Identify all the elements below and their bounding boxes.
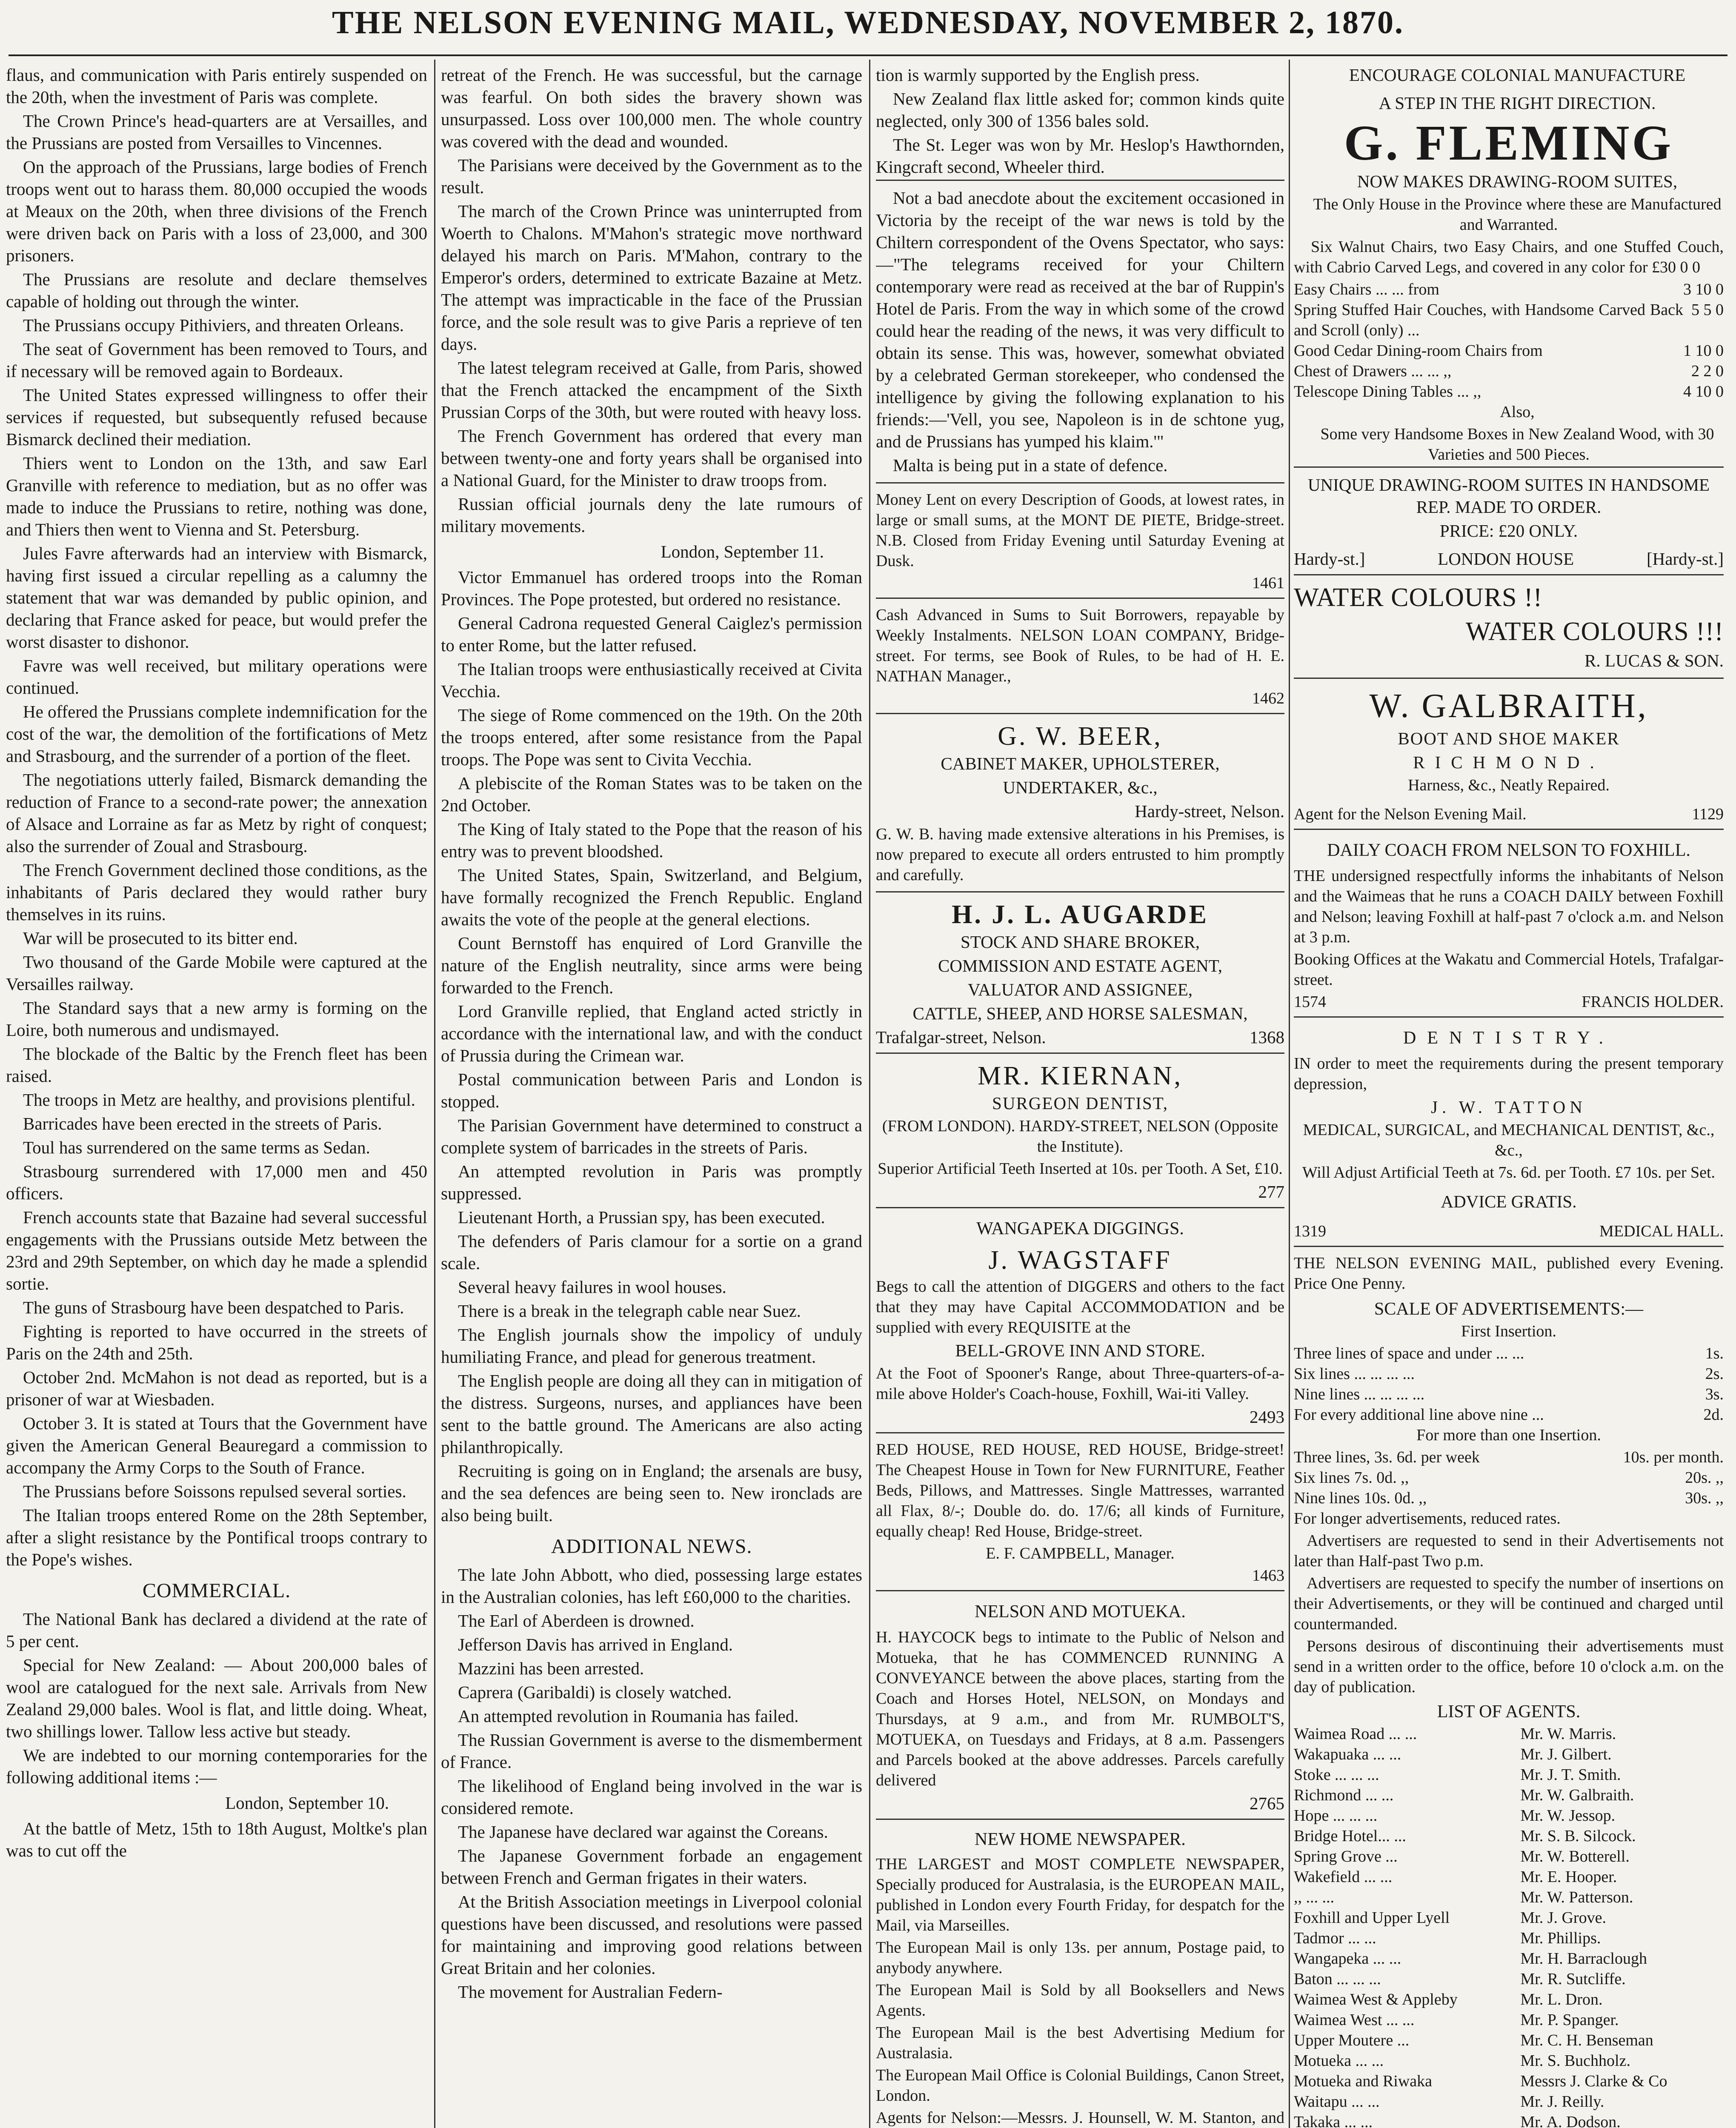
rate-item: Three lines of space and under ... ... xyxy=(1294,1344,1524,1362)
news-paragraph: The King of Italy stated to the Pope that the reason of his entry was to prevent bloodshed. xyxy=(441,819,862,861)
agent-place: Waimea West & Appleby xyxy=(1294,1991,1458,2008)
advert-line: First Insertion. xyxy=(1461,1322,1556,1340)
advert-line: ADVICE GRATIS. xyxy=(1441,1192,1577,1211)
news-paragraph: Recruiting is going on in England; the arsenals are busy, and the sea defences are being seen to. New ironclads are also being built. xyxy=(441,1461,862,1525)
news-paragraph: On the approach of the Prussians, large bodies of French troops went out to harass them. 80,000 occupied the woods at Meaux on the 20th, when three divisions of the French were driven back on Paris with a loss of 23,000, and 300 prisoners. xyxy=(6,157,427,265)
section-heading-additional-news: ADDITIONAL NEWS. xyxy=(551,1535,752,1558)
news-paragraph: Barricades have been erected in the streets of Paris. xyxy=(23,1114,382,1133)
news-paragraph: We are indebted to our morning contemporaries for the following additional items :— xyxy=(6,1745,427,1787)
rate-row xyxy=(1294,1467,1724,1488)
advert-line: Harness, &c., Neatly Repaired. xyxy=(1408,776,1610,794)
agent-place: ,, ... ... xyxy=(1294,1888,1334,1906)
rate-value: 10s. per month. xyxy=(1623,1448,1724,1466)
advert-title: G. FLEMING xyxy=(1344,115,1674,171)
advert-line: At the Foot of Spooner's Range, about Three-quarters-of-a-mile above Holder's Coach-house, Foxhill, Wai-iti Valley. xyxy=(876,1364,1284,1403)
advert-galbraith xyxy=(1294,678,1724,829)
advert-line: Begs to call the attention of DIGGERS and others to the fact that they may have Capital ACCOMMODATION and be supplied with every REQUISITE at the xyxy=(876,1278,1284,1336)
advert-line: THE undersigned respectfully informs the inhabitants of Nelson and the Waimeas that he runs a COACH DAILY between Foxhill and Nelson; leaving Foxhill at half-past 7 o'clock a.m. and Nelson at 3 p.m. xyxy=(1294,867,1724,946)
agent-row xyxy=(1294,1908,1724,1928)
advert-line: Superior Artificial Teeth Inserted at 10s. per Tooth. A Set, £10. xyxy=(878,1160,1283,1178)
rate-row xyxy=(1294,1404,1724,1425)
advert-line: WATER COLOURS !! xyxy=(1294,583,1543,612)
masthead: THE NELSON EVENING MAIL, WEDNESDAY, NOVEMBER 2, 1870. xyxy=(332,5,1404,40)
rate-table xyxy=(1294,1343,1724,1425)
advert-line: IN order to meet the requirements during the present temporary depression, xyxy=(1294,1055,1724,1093)
agent-row xyxy=(1294,1785,1724,1805)
advert-number: 1461 xyxy=(1252,574,1284,592)
section-heading-commercial: COMMERCIAL. xyxy=(142,1579,291,1602)
rate-row xyxy=(1294,1364,1724,1384)
advert-line: SURGEON DENTIST, xyxy=(992,1093,1168,1113)
news-paragraph: The French Government has ordered that every man between twenty-one and forty years shall be organised into a National Guard, for the Minister to draw troops from. xyxy=(441,426,862,490)
column-4 xyxy=(1294,64,1724,2128)
advert-line: A STEP IN THE RIGHT DIRECTION. xyxy=(1379,93,1656,113)
rate-row xyxy=(1294,1384,1724,1404)
advert-line: Persons desirous of discontinuing their advertisements must send in a written order to the office, before 10 o'clock a.m. on the day of publication. xyxy=(1294,1637,1724,1696)
agent-row xyxy=(1294,1989,1724,2010)
advert-tatton xyxy=(1294,1016,1724,1246)
advert-text: Money Lent on every Description of Goods, at lowest rates, in large or small sums, at the MONT DE PIETE, Bridge-street. N.B. Closed from Friday Evening until Saturday Evening at Dusk. xyxy=(876,491,1284,570)
rate-value: 2s. xyxy=(1705,1365,1724,1383)
price-value: 2 2 0 xyxy=(1691,362,1724,380)
news-paragraph: October 3. It is stated at Tours that the Government have given the American General Beauregard a commission to accompany the Army Corps to the South of France. xyxy=(6,1413,427,1477)
advert-text: RED HOUSE, RED HOUSE, RED HOUSE, Bridge-street! The Cheapest House in Town for New FURNITURE, Feather Beds, Pillows, and Mattresses. Single Mattresses, warranted all Flax, 8/-; Double do. do. 17/6; all kinds of Furniture, equally cheap! Red House, Bridge-street. xyxy=(876,1441,1284,1540)
agent-name: Mr. J. Reilly. xyxy=(1520,2093,1604,2111)
advert-line: The European Mail is only 13s. per annum, Postage paid, to anybody anywhere. xyxy=(876,1939,1284,1977)
advert-line: Trafalgar-street, Nelson. xyxy=(876,1027,1046,1047)
agent-name: Mr. C. H. Benseman xyxy=(1520,2031,1653,2049)
agent-name: Mr. R. Sutcliffe. xyxy=(1520,1970,1626,1988)
price-value: 5 5 0 xyxy=(1691,301,1724,319)
advert-text: H. HAYCOCK begs to intimate to the Public of Nelson and Motueka, that he has COMMENCED RUNNING A CONVEYANCE between the above places, starting from the Coach and Horses Hotel, NELSON, on Mondays and Thursdays, at 9 a.m., and from Mr. RUMBOLT'S, MOTUEKA, on Tuesdays and Fridays, at 8 a.m. Passengers and Parcels booked at the above addresses. Parcels carefully delivered xyxy=(876,1628,1284,1789)
agent-place: Richmond ... ... xyxy=(1294,1786,1394,1804)
news-paragraph: The Japanese Government forbade an engagement between French and German frigates in their waters. xyxy=(441,1846,862,1888)
agent-place: Spring Grove ... xyxy=(1294,1848,1398,1865)
advert-heading: NEW HOME NEWSPAPER. xyxy=(975,1830,1186,1849)
advert-line: ENCOURAGE COLONIAL MANUFACTURE xyxy=(1349,65,1686,85)
advert-line: Agents for Nelson:—Messrs. J. Hounsell, W. M. Stanton, and xyxy=(876,2109,1284,2127)
agent-place: Tadmor ... ... xyxy=(1294,1929,1376,1947)
advert-line: Advertisers are requested to send in their Advertisements not later than Half-past Two p.m. xyxy=(1294,1532,1724,1570)
advert-line: MEDICAL, SURGICAL, and MECHANICAL DENTIST, &c., &c., xyxy=(1303,1121,1715,1159)
advert-kiernan xyxy=(876,1053,1284,1207)
news-paragraph: War will be prosecuted to its bitter end. xyxy=(23,928,298,948)
news-paragraph: Mazzini has been arrested. xyxy=(458,1659,644,1678)
advert-money-lent xyxy=(876,482,1284,598)
advert-wagstaff xyxy=(876,1207,1284,1432)
news-paragraph: The movement for Australian Federn- xyxy=(458,1982,723,2002)
advert-heading: DENTISTRY. xyxy=(1403,1028,1615,1048)
agent-row xyxy=(1294,1969,1724,1989)
news-paragraph: Special for New Zealand: — About 200,000 bales of wool are catalogued for the next sale. Arrivals from New Zealand 29,000 bales. Wool is flat, and little doing. Wheat, two shillings lower. Tallow less active but steady. xyxy=(6,1655,427,1741)
news-paragraph: The troops in Metz are healthy, and provisions plentiful. xyxy=(23,1090,415,1110)
advert-title: J. W. TATTON xyxy=(1431,1097,1587,1117)
agent-place: Waitapu ... ... xyxy=(1294,2093,1380,2111)
advert-text: Cash Advanced in Sums to Suit Borrowers, repayable by Weekly Instalments. NELSON LOAN COMPANY, Bridge-street. For terms, see Book of Rules, to be had of H. E. NATHAN Manager., xyxy=(876,606,1284,685)
agent-place: Waimea West ... ... xyxy=(1294,2011,1415,2029)
advert-line: [Hardy-st.] xyxy=(1646,549,1724,569)
column-divider xyxy=(1289,60,1290,2128)
agent-row xyxy=(1294,1805,1724,1826)
advert-line: NOW MAKES DRAWING-ROOM SUITES, xyxy=(1357,172,1678,191)
news-paragraph: The United States expressed willingness to offer their services if requested, but subsequently refused because Bismarck declined their mediation. xyxy=(6,385,427,449)
agent-name: Mr. W. Patterson. xyxy=(1520,1888,1633,1906)
advert-signature: E. F. CAMPBELL, Manager. xyxy=(986,1545,1175,1562)
advert-cash-advanced xyxy=(876,598,1284,713)
price-item: Telescope Dining Tables ... ,, xyxy=(1294,383,1481,400)
advert-number: 1368 xyxy=(1250,1027,1284,1047)
column-divider xyxy=(434,60,435,2128)
news-paragraph: The Earl of Aberdeen is drowned. xyxy=(458,1611,695,1630)
agent-name: Mr. S. Buchholz. xyxy=(1520,2052,1630,2070)
news-paragraph: Postal communication between Paris and London is stopped. xyxy=(441,1070,862,1111)
news-paragraph: An attempted revolution in Roumania has failed. xyxy=(458,1706,799,1726)
advert-line: Six Walnut Chairs, two Easy Chairs, and one Stuffed Couch, with Cabrio Carved Legs, and covered in any color for £30 0 0 xyxy=(1294,238,1724,276)
advert-title: H. J. L. AUGARDE xyxy=(952,900,1209,929)
advert-number: 2493 xyxy=(1250,1407,1284,1427)
agent-place: Motueka ... ... xyxy=(1294,2052,1384,2070)
news-paragraph: There is a break in the telegraph cable near Suez. xyxy=(458,1301,801,1321)
price-row xyxy=(1294,361,1724,381)
agent-place: Takaka ... ... xyxy=(1294,2113,1373,2128)
news-paragraph: The St. Leger was won by Mr. Heslop's Hawthornden, Kingcraft second, Wheeler third. xyxy=(876,135,1284,177)
advert-heading: NELSON AND MOTUEKA. xyxy=(975,1602,1186,1622)
news-paragraph: Two thousand of the Garde Mobile were captured at the Versailles railway. xyxy=(6,952,427,994)
price-row xyxy=(1294,279,1724,300)
news-paragraph: The guns of Strasbourg have been despatched to Paris. xyxy=(23,1298,404,1317)
agents-heading: LIST OF AGENTS. xyxy=(1437,1702,1581,1722)
advert-scale xyxy=(1294,1246,1724,2128)
advert-number: 1462 xyxy=(1252,689,1284,707)
advert-line: Agent for the Nelson Evening Mail. xyxy=(1294,805,1527,823)
advert-heading: DAILY COACH FROM NELSON TO FOXHILL. xyxy=(1327,841,1690,860)
news-paragraph: Several heavy failures in wool houses. xyxy=(458,1277,726,1297)
advert-line: LONDON HOUSE xyxy=(1438,549,1574,569)
news-paragraph: He offered the Prussians complete indemnification for the cost of the war, the demolition of the fortifications of Metz and Strasbourg, and the surrender of a portion of the fleet. xyxy=(6,702,427,766)
advert-unique-suites xyxy=(1294,466,1724,574)
news-paragraph: The Standard says that a new army is forming on the Loire, both numerous and undismayed. xyxy=(6,998,427,1040)
agent-row xyxy=(1294,1744,1724,1765)
rate-value: 1s. xyxy=(1705,1344,1724,1362)
advert-title: MR. KIERNAN, xyxy=(978,1061,1183,1090)
advert-line: Hardy-st.] xyxy=(1294,549,1365,569)
advert-lucas xyxy=(1294,574,1724,678)
news-paragraph: Malta is being put in a state of defence. xyxy=(893,455,1168,475)
advert-foxhill-coach xyxy=(1294,829,1724,1016)
price-item: Easy Chairs ... ... from xyxy=(1294,280,1439,298)
agent-place: Baton ... ... ... xyxy=(1294,1970,1381,1988)
advert-fleming xyxy=(1294,64,1724,465)
rate-item: For every additional line above nine ... xyxy=(1294,1406,1544,1424)
news-paragraph: The Russian Government is averse to the dismemberment of France. xyxy=(441,1730,862,1772)
news-paragraph: An attempted revolution in Paris was promptly suppressed. xyxy=(441,1161,862,1203)
news-paragraph: October 2nd. McMahon is not dead as reported, but is a prisoner of war at Wiesbaden. xyxy=(6,1367,427,1409)
advert-line: WATER COLOURS !!! xyxy=(1466,617,1724,646)
agent-name: Mr. A. Dodson. xyxy=(1520,2113,1621,2128)
advert-line: RICHMOND. xyxy=(1413,752,1604,772)
news-paragraph: Jules Favre afterwards had an interview with Bismarck, having first issued a circular repelling as a calumny the statement that war was demanded by public opinion, and declaring that France asked for peace, but would prefer the worst disaster to dishonor. xyxy=(6,543,427,652)
advert-heading: WANGAPEKA DIGGINGS. xyxy=(976,1219,1184,1238)
advert-haycock xyxy=(876,1590,1284,1819)
advert-title: G. W. BEER, xyxy=(998,722,1163,751)
advert-title: J. WAGSTAFF xyxy=(988,1246,1172,1275)
advert-title: W. GALBRAITH, xyxy=(1369,687,1648,725)
price-value: 1 10 0 xyxy=(1683,342,1724,360)
news-paragraph: The Italian troops entered Rome on the 28th September, after a slight resistance by the Pontifical troops contrary to the Pope's wishes. xyxy=(6,1505,427,1569)
rate-item: Six lines ... ... ... ... xyxy=(1294,1365,1415,1383)
news-paragraph: The Japanese have declared war against the Coreans. xyxy=(458,1822,828,1842)
news-paragraph: The Prussians before Soissons repulsed several sorties. xyxy=(23,1482,406,1501)
news-paragraph: flaus, and communication with Paris entirely suspended on the 20th, when the investment of Paris was complete. xyxy=(6,65,427,107)
advert-line: UNDERTAKER, &c., xyxy=(1003,778,1158,797)
price-row xyxy=(1294,381,1724,402)
price-list xyxy=(1294,279,1724,402)
agent-name: Mr. E. Hooper. xyxy=(1520,1868,1617,1886)
agent-place: Upper Moutere ... xyxy=(1294,2031,1410,2049)
advert-european-mail xyxy=(876,1819,1284,2128)
rate-row xyxy=(1294,1488,1724,1508)
news-paragraph: The Italian troops were enthusiastically received at Civita Vecchia. xyxy=(441,659,862,701)
agent-place: Wakefield ... ... xyxy=(1294,1868,1393,1886)
column-3 xyxy=(876,64,1284,2128)
rate-value: 2d. xyxy=(1703,1406,1724,1424)
agent-row xyxy=(1294,2010,1724,2030)
advert-line: CABINET MAKER, UPHOLSTERER, xyxy=(941,754,1220,773)
agent-place: Stoke ... ... ... xyxy=(1294,1766,1379,1784)
agent-place: Bridge Hotel... ... xyxy=(1294,1827,1406,1845)
price-item: Chest of Drawers ... ... ,, xyxy=(1294,362,1452,380)
rate-item: Nine lines 10s. 0d. ,, xyxy=(1294,1489,1427,1507)
agent-row xyxy=(1294,2112,1724,2128)
agent-name: Mr. Phillips. xyxy=(1520,1929,1601,1947)
news-paragraph: The latest telegram received at Galle, from Paris, showed that the French attacked the encampment of the Sixth Prussian Corps of the 30th, but were routed with heavy loss. xyxy=(441,358,862,422)
agent-row xyxy=(1294,1765,1724,1785)
advert-line: BELL-GROVE INN AND STORE. xyxy=(955,1341,1205,1360)
rate-table-multi xyxy=(1294,1447,1724,1508)
advert-number: 2765 xyxy=(1250,1793,1284,1813)
advert-line: Booking Offices at the Wakatu and Commercial Hotels, Trafalgar-street. xyxy=(1294,950,1724,989)
price-row xyxy=(1294,340,1724,361)
agent-place: Hope ... ... ... xyxy=(1294,1807,1378,1825)
agent-row xyxy=(1294,1826,1724,1846)
agent-row xyxy=(1294,2071,1724,2091)
agent-place: Motueka and Riwaka xyxy=(1294,2072,1433,2090)
anecdote-block xyxy=(876,180,1284,482)
advert-line: CATTLE, SHEEP, AND HORSE SALESMAN, xyxy=(912,1004,1248,1023)
news-paragraph: Caprera (Garibaldi) is closely watched. xyxy=(458,1682,732,1702)
advert-line: Some very Handsome Boxes in New Zealand Wood, with 30 Varieties and 500 Pieces. xyxy=(1320,425,1714,463)
advert-line: PRICE: £20 ONLY. xyxy=(1439,521,1578,541)
advert-number: 1129 xyxy=(1692,805,1724,823)
advert-line: THE LARGEST and MOST COMPLETE NEWSPAPER, Specially produced for Australasia, is the EUROPEAN MAIL, published in London every Fourth Friday, for despatch for the Mail, via Marseilles. xyxy=(876,1855,1284,1934)
advert-beer xyxy=(876,713,1284,891)
rate-value: 30s. ,, xyxy=(1685,1489,1724,1507)
rate-row xyxy=(1294,1447,1724,1467)
agents-table xyxy=(1294,1724,1724,2128)
column-1 xyxy=(6,64,427,2128)
agent-name: Mr. J. Grove. xyxy=(1520,1909,1606,1927)
agent-row xyxy=(1294,1948,1724,1969)
agent-row xyxy=(1294,1887,1724,1908)
news-paragraph: The English journals show the impolicy of unduly humiliating France, and plead for generous treatment. xyxy=(441,1325,862,1367)
advert-line: Advertisers are requested to specify the number of insertions on their Advertisements, or they will be continued and charged until countermanded. xyxy=(1294,1574,1724,1633)
news-paragraph: The Crown Prince's head-quarters are at Versailles, and the Prussians are posted from Versailles to Vincennes. xyxy=(6,111,427,153)
news-paragraph: Victor Emmanuel has ordered troops into the Roman Provinces. The Pope protested, but ordered no resistance. xyxy=(441,567,862,609)
news-paragraph: Strasbourg surrendered with 17,000 men and 450 officers. xyxy=(6,1161,427,1203)
news-paragraph: The Parisians were deceived by the Government as to the result. xyxy=(441,155,862,197)
agent-name: Mr. W. Jessop. xyxy=(1520,1807,1616,1825)
advert-number: 1319 xyxy=(1294,1222,1326,1240)
agent-name: Mr. J. Gilbert. xyxy=(1520,1745,1612,1763)
price-value: 3 10 0 xyxy=(1683,280,1724,298)
news-paragraph: The negotiations utterly failed, Bismarck demanding the reduction of France to a second-rate power; the annexation of Alsace and Lorraine as far as Metz by right of conquest; also the surrender of Zoual and Strasbourg. xyxy=(6,770,427,856)
agent-row xyxy=(1294,1724,1724,1744)
news-paragraph: The United States, Spain, Switzerland, and Belgium, have formally recognized the French Republic. England awaits the vote of the people at the general elections. xyxy=(441,865,862,929)
advert-line: R. LUCAS & SON. xyxy=(1584,651,1724,670)
price-row xyxy=(1294,300,1724,340)
agent-name: Mr. W. Botterell. xyxy=(1520,1848,1630,1865)
rate-item: Three lines, 3s. 6d. per week xyxy=(1294,1448,1480,1466)
advert-line: Also, xyxy=(1500,403,1535,421)
column-divider xyxy=(869,60,870,2128)
advert-number: 277 xyxy=(1258,1182,1284,1201)
advert-heading: SCALE OF ADVERTISEMENTS:— xyxy=(1374,1299,1644,1319)
column-2 xyxy=(441,64,862,2128)
news-paragraph: Count Bernstoff has enquired of Lord Granville the nature of the English neutrality, since arms were being forwarded to the French. xyxy=(441,933,862,997)
news-paragraph: Favre was well received, but military operations were continued. xyxy=(6,656,427,698)
rate-item: Six lines 7s. 0d. ,, xyxy=(1294,1469,1409,1487)
news-paragraph: The Parisian Government have determined to construct a complete system of barricades in the streets of Paris. xyxy=(441,1115,862,1157)
agent-name: Mr. L. Dron. xyxy=(1520,1991,1603,2008)
news-paragraph: The English people are doing all they can in mitigation of the distress. Surgeons, nurses, and appliances have been sent to the battle ground. The Americans are also acting philanthropically. xyxy=(441,1371,862,1457)
dateline: London, September 11. xyxy=(661,542,824,561)
price-item: Good Cedar Dining-room Chairs from xyxy=(1294,342,1543,360)
rate-value: 3s. xyxy=(1705,1385,1724,1403)
news-paragraph: Lord Granville replied, that England acted strictly in accordance with the international law, and with the conduct of Prussia during the Crimean war. xyxy=(441,1001,862,1065)
news-paragraph: tion is warmly supported by the English press. xyxy=(876,65,1200,85)
news-paragraph: retreat of the French. He was successful, but the carnage was fearful. On both sides the bravery shown was unsurpassed. Loss over 100,000 men. The whole country was covered with the dead and wounded. xyxy=(441,65,862,151)
advert-line: G. W. B. having made extensive alterations in his Premises, is now prepared to execute all orders entrusted to him promptly and carefully. xyxy=(876,825,1284,884)
advert-line: UNIQUE DRAWING-ROOM SUITES IN HANDSOME REP. MADE TO ORDER. xyxy=(1307,475,1710,517)
advert-signature: MEDICAL HALL. xyxy=(1599,1222,1724,1240)
advert-line: For more than one Insertion. xyxy=(1416,1426,1601,1444)
price-item: Spring Stuffed Hair Couches, with Handsome Carved Back and Scroll (only) ... xyxy=(1294,301,1683,339)
news-paragraph: The blockade of the Baltic by the French fleet has been raised. xyxy=(6,1044,427,1086)
news-paragraph: The Prussians are resolute and declare themselves capable of holding out through the winter. xyxy=(6,269,427,311)
agent-row xyxy=(1294,2091,1724,2112)
news-paragraph: The French Government declined those conditions, as the inhabitants of Paris declared they would rather bury themselves in its ruins. xyxy=(6,860,427,924)
news-paragraph: At the British Association meetings in Liverpool colonial questions have been discussed, and resolutions were passed for maintaining and improving good relations between Great Britain and her colonies. xyxy=(441,1892,862,1978)
news-paragraph: General Cadrona requested General Caiglez's permission to enter Rome, but the latter refused. xyxy=(441,613,862,655)
news-paragraph: At the battle of Metz, 15th to 18th August, Moltke's plan was to cut off the xyxy=(6,1819,427,1860)
agent-name: Mr. S. B. Silcock. xyxy=(1520,1827,1636,1845)
advert-number: 1574 xyxy=(1294,993,1326,1011)
news-paragraph: The defenders of Paris clamour for a sortie on a grand scale. xyxy=(441,1231,862,1273)
masthead-rule xyxy=(9,54,1727,56)
agent-place: Wakapuaka ... ... xyxy=(1294,1745,1401,1763)
advert-line: The European Mail Office is Colonial Buildings, Canon Street, London. xyxy=(876,2066,1284,2105)
advert-line: The European Mail is Sold by all Booksellers and News Agents. xyxy=(876,1981,1284,2019)
news-paragraph: Thiers went to London on the 13th, and saw Earl Granville with reference to mediation, but as no offer was made to induce the Prussians to retire, nothing was done, and Thiers then went to Vienna and St. Petersburg. xyxy=(6,453,427,539)
agent-row xyxy=(1294,1928,1724,1948)
agent-name: Mr. W. Galbraith. xyxy=(1520,1786,1634,1804)
advert-signature: FRANCIS HOLDER. xyxy=(1582,993,1724,1011)
news-paragraph: The siege of Rome commenced on the 19th. On the 20th the troops entered, after some resistance from the Papal troops. The Pope was sent to Civita Vecchia. xyxy=(441,705,862,769)
agent-row xyxy=(1294,2030,1724,2051)
news-paragraph: The likelihood of England being involved in the war is considered remote. xyxy=(441,1776,862,1818)
advert-line: (FROM LONDON). HARDY-STREET, NELSON (Opposite the Institute). xyxy=(882,1117,1278,1156)
advert-line: Hardy-street, Nelson. xyxy=(1135,801,1284,821)
news-paragraph: New Zealand flax little asked for; common kinds quite neglected, only 300 of 1356 bales sold. xyxy=(876,89,1284,131)
news-paragraph: Jefferson Davis has arrived in England. xyxy=(458,1635,733,1654)
news-paragraph: Russian official journals deny the late rumours of military movements. xyxy=(441,494,862,536)
news-paragraph: Fighting is reported to have occurred in the streets of Paris on the 24th and 25th. xyxy=(6,1321,427,1363)
advert-augarde xyxy=(876,891,1284,1053)
advert-line: BOOT AND SHOE MAKER xyxy=(1398,729,1620,748)
agent-row xyxy=(1294,2051,1724,2071)
advert-line: The European Mail is the best Advertising Medium for Australasia. xyxy=(876,2024,1284,2062)
advert-line: COMMISSION AND ESTATE AGENT, xyxy=(938,956,1222,975)
news-paragraph: Lieutenant Horth, a Prussian spy, has been executed. xyxy=(458,1207,825,1227)
advert-line: Will Adjust Artificial Teeth at 7s. 6d. per Tooth. £7 10s. per Set. xyxy=(1302,1164,1716,1181)
agent-place: Foxhill and Upper Lyell xyxy=(1294,1909,1450,1927)
news-paragraph: The seat of Government has been removed to Tours, and if necessary will be removed again to Bordeaux. xyxy=(6,339,427,381)
news-paragraph: Toul has surrendered on the same terms as Sedan. xyxy=(23,1138,370,1157)
news-paragraph: A plebiscite of the Roman States was to be taken on the 2nd October. xyxy=(441,773,862,815)
news-paragraph: Not a bad anecdote about the excitement occasioned in Victoria by the receipt of the war news is told by the Chiltern correspondent of the Ovens Spectator, who says:—"The telegrams received for your Chiltern contemporary were read as received at the bar of Ruppin's Hotel de Paris. From the way in which some of the crowd could hear the reading of the news, it was very difficult to obtain its sense. This was, however, somewhat obviated by a celebrated German storekeeper, who condensed the intelligence by giving the following explanation to his friends:—'Vell, you see, Napoleon is in de schtone yug, and de Prussians has yumped his klaim.'" xyxy=(876,188,1284,451)
dateline: London, September 10. xyxy=(225,1793,389,1813)
news-paragraph: The late John Abbott, who died, possessing large estates in the Australian colonies, has left £60,000 to the charities. xyxy=(441,1565,862,1607)
advert-number: 1463 xyxy=(1252,1567,1284,1585)
advert-red-house xyxy=(876,1432,1284,1590)
agent-name: Mr. H. Barraclough xyxy=(1520,1950,1647,1968)
news-paragraph: French accounts state that Bazaine had several successful engagements with the Prussians outside Metz between the 23rd and 29th September, on which day he made a splendid sortie. xyxy=(6,1207,427,1293)
rate-item: Nine lines ... ... ... ... xyxy=(1294,1385,1425,1403)
advert-line: The Only House in the Province where these are Manufactured and Warranted. xyxy=(1313,195,1722,234)
agent-place: Waimea Road ... ... xyxy=(1294,1725,1417,1743)
advert-line: For longer advertisements, reduced rates. xyxy=(1294,1510,1561,1527)
agent-name: Mr. J. T. Smith. xyxy=(1520,1766,1621,1784)
rate-value: 20s. ,, xyxy=(1685,1469,1724,1487)
agent-row xyxy=(1294,1846,1724,1867)
advert-line: VALUATOR AND ASSIGNEE, xyxy=(967,980,1193,999)
news-paragraph: The march of the Crown Prince was uninterrupted from Woerth to Chalons. M'Mahon's strategic move northward delayed his march on Paris. M'Mahon, contrary to the Emperor's orders, determined to extricate Bazaine at Metz. The attempt was impracticable in the face of the Prussian force, and the sole result was to give Paris a reprieve of ten days. xyxy=(441,201,862,354)
news-paragraph: The Prussians occupy Pithiviers, and threaten Orleans. xyxy=(23,315,404,335)
advert-line: STOCK AND SHARE BROKER, xyxy=(961,932,1200,952)
advert-line: THE NELSON EVENING MAIL, published every Evening. Price One Penny. xyxy=(1294,1254,1724,1293)
agent-name: Mr. W. Marris. xyxy=(1520,1725,1616,1743)
agent-name: Messrs J. Clarke & Co xyxy=(1520,2072,1667,2090)
price-value: 4 10 0 xyxy=(1683,383,1724,400)
agent-name: Mr. P. Spanger. xyxy=(1520,2011,1619,2029)
agent-place: Wangapeka ... ... xyxy=(1294,1950,1401,1968)
agent-row xyxy=(1294,1867,1724,1887)
news-paragraph: The National Bank has declared a dividend at the rate of 5 per cent. xyxy=(6,1609,427,1651)
rate-row xyxy=(1294,1343,1724,1364)
